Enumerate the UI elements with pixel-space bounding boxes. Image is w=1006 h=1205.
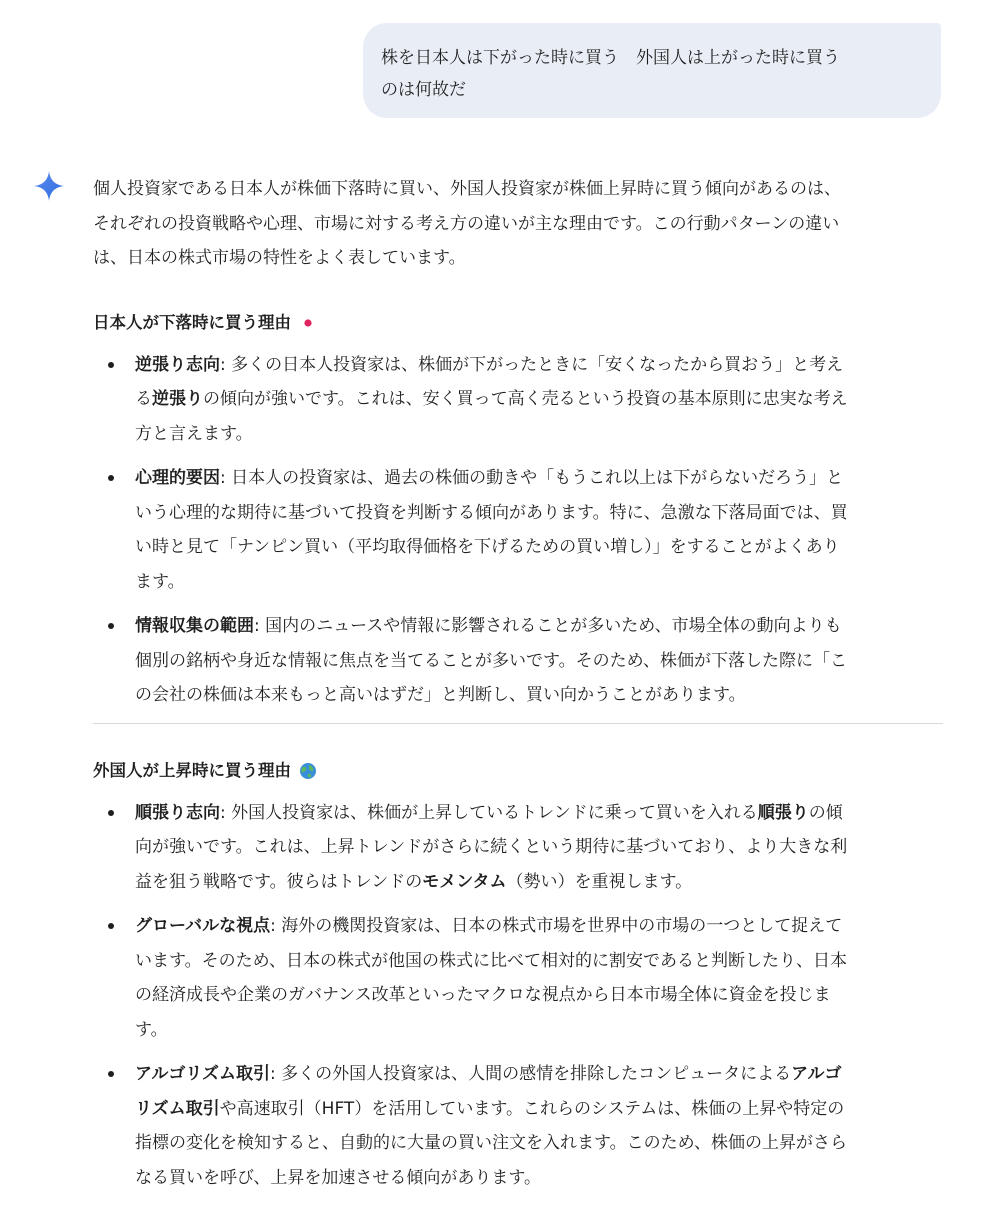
- bullet-text: 多くの外国人投資家は、人間の感情を排除したコンピュータによる: [281, 1064, 792, 1084]
- bullet-text: 日本人の投資家は、過去の株価の動きや「もうこれ以上は下がらないだろう」と: [231, 468, 844, 488]
- bullet-text: ます。: [135, 571, 185, 592]
- bullet-bold-text: 順張り: [757, 802, 809, 823]
- bullet-dot: [108, 923, 114, 929]
- separator: :: [220, 354, 232, 375]
- bullet-text: 向が強いです。これは、上昇トレンドがさらに続くという期待に基づいており、より大きな利: [135, 837, 848, 857]
- bullet-text: （勢い）を重視します。: [506, 871, 693, 892]
- list-item: [93, 909, 943, 1047]
- bullet-text: や高速取引（HFT）を活用しています。これらのシステムは、株価の上昇や特定の: [219, 1098, 845, 1119]
- section-heading-foreign: [93, 756, 943, 786]
- bullet-text: の会社の株価は本来もっと高いはずだ」と判断し、買い向かうことがあります。: [135, 685, 746, 705]
- bullet-bold-text: モメンタム: [422, 871, 507, 892]
- user-message-line: のは何故だ: [381, 80, 466, 100]
- separator: :: [254, 616, 266, 636]
- intro-line: は、日本の株式市場の特性をよく表しています。: [93, 248, 466, 268]
- user-message-bubble: [363, 23, 941, 118]
- gemini-sparkle-icon: [33, 170, 65, 202]
- section-heading-text: 外国人が上昇時に買う理由: [93, 760, 291, 780]
- bullet-term: 順張り志向: [135, 802, 220, 823]
- bullet-text: る: [135, 389, 152, 409]
- bullet-text: の傾向が強いです。これは、安く買って高く売るという投資の基本原則に忠実な考え: [203, 389, 848, 409]
- bullet-bold-text: リズム取引: [135, 1098, 220, 1119]
- bullet-text: 指標の変化を検知すると、自動的に大量の買い注文を入れます。このため、株価の上昇がさら: [135, 1133, 847, 1153]
- list-item: [93, 1057, 943, 1195]
- bullet-dot: [108, 475, 114, 481]
- japanese-reasons-list: [93, 348, 943, 713]
- bullet-text: なる買いを呼び、上昇を加速させる傾向があります。: [135, 1167, 541, 1188]
- bullet-text: 多くの日本人投資家は、株価が下がったときに「安くなったから買おう」と考え: [231, 354, 844, 375]
- bullet-dot: [108, 362, 114, 368]
- bullet-text: す。: [135, 1019, 168, 1040]
- bullet-text: 個別の銘柄や身近な情報に焦点を当てることが多いです。そのため、株価が下落した際に「こ: [135, 650, 847, 671]
- bullet-term: グローバルな視点: [135, 916, 271, 936]
- separator: :: [220, 802, 232, 823]
- japan-flag-icon: [299, 314, 317, 332]
- bullet-term: 心理的要因: [135, 468, 220, 488]
- list-item: [93, 609, 943, 713]
- bullet-dot: [108, 1071, 114, 1077]
- bullet-term: アルゴリズム取引: [135, 1064, 270, 1084]
- bullet-text: 益を狙う戦略です。彼らはトレンドの: [135, 871, 423, 892]
- bullet-text: いう心理的な期待に基づいて投資を判断する傾向があります。特に、急激な下落局面では、買: [135, 502, 848, 523]
- bullet-term: 逆張り志向: [135, 354, 220, 375]
- bullet-text: います。そのため、日本の株式が他国の株式に比べて相対的に割安であると判断したり、日本: [135, 950, 847, 971]
- bullet-dot: [108, 810, 114, 816]
- bullet-dot: [108, 623, 114, 629]
- separator: :: [270, 916, 282, 936]
- foreign-reasons-list: [93, 796, 943, 1196]
- user-message-line: 株を日本人は下がった時に買う 外国人は上がった時に買う: [381, 48, 840, 68]
- globe-icon: [299, 762, 317, 780]
- list-item: [93, 461, 943, 599]
- section-heading-japanese: [93, 308, 943, 338]
- bullet-text: 外国人投資家は、株価が上昇しているトレンドに乗って買いを入れる: [231, 802, 758, 823]
- intro-line: 個人投資家である日本人が株価下落時に買い、外国人投資家が株価上昇時に買う傾向があるのは、: [93, 179, 841, 199]
- bullet-text: の経済成長や企業のガバナンス改革といったマクロな視点から日本市場全体に資金を投じま: [135, 985, 831, 1005]
- separator: :: [220, 468, 232, 488]
- separator: :: [269, 1064, 282, 1084]
- section-divider: [93, 723, 943, 724]
- list-item: [93, 348, 943, 452]
- bullet-bold-text: 逆張り: [152, 389, 203, 409]
- bullet-text: の傾: [808, 802, 843, 823]
- list-item: [93, 796, 943, 900]
- intro-line: それぞれの投資戦略や心理、市場に対する考え方の違いが主な理由です。この行動パターンの違い: [93, 213, 840, 234]
- bullet-text: 方と言えます。: [135, 423, 253, 444]
- assistant-response: [93, 172, 943, 1205]
- intro-paragraph: [93, 172, 943, 276]
- section-heading-text: 日本人が下落時に買う理由: [93, 312, 291, 332]
- bullet-term: 情報収集の範囲: [135, 616, 254, 636]
- bullet-text: 国内のニュースや情報に影響されることが多いため、市場全体の動向よりも: [265, 616, 842, 636]
- bullet-text: 海外の機関投資家は、日本の株式市場を世界中の市場の一つとして捉えて: [281, 916, 843, 936]
- bullet-text: い時と見て「ナンピン買い（平均取得価格を下げるための買い増し）」をすることがよくあり: [135, 537, 840, 557]
- bullet-bold-text: アルゴ: [791, 1064, 842, 1084]
